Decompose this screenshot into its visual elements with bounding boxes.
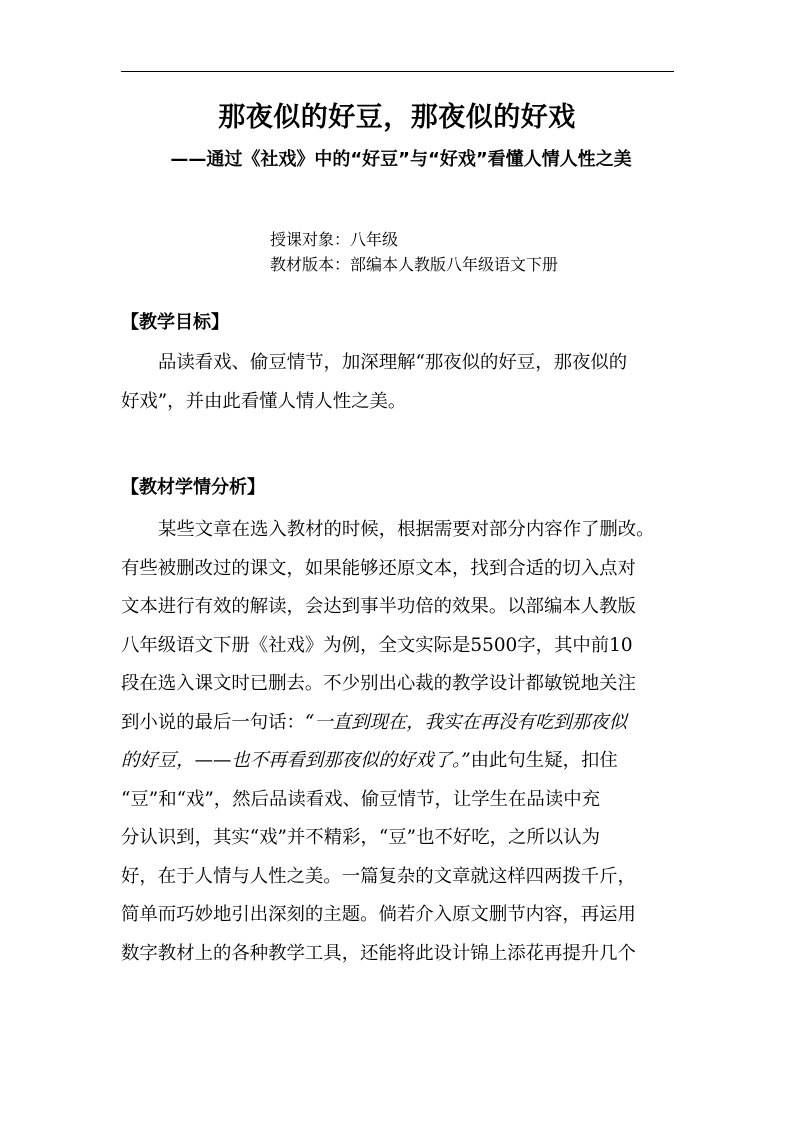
quote-text: 的好豆，——也不再看到那夜似的好戏了。” [121,750,471,771]
meta-textbook: 教材版本：部编本人教版八年级语文下册 [270,255,559,274]
section-heading-objectives: 【教学目标】 [121,312,229,333]
line-suffix: 由此句生疑，扣住 [470,750,618,771]
paragraph-line: 段在选入课文时已删去。不少别出心裁的教学设计都敏锐地关注 [121,673,636,694]
paragraph-line: 八年级语文下册《社戏》为例，全文实际是5500字，其中前10 [121,634,633,656]
paragraph-line: “豆”和“戏”，然后品读看戏、偷豆情节，让学生在品读中充 [121,788,600,810]
page-title: 那夜似的好豆，那夜似的好戏 [218,102,576,133]
section-heading-analysis: 【教材学情分析】 [121,477,265,498]
paragraph-line: 文本进行有效的解读，会达到事半功倍的效果。以部编本人教版 [121,596,636,617]
paragraph-line: 数字教材上的各种教学工具，还能将此设计锦上添花再提升几个 [121,942,636,964]
paragraph-line: 有些被删改过的课文，如果能够还原文本，找到合适的切入点对 [121,557,636,579]
paragraph-line [121,742,681,781]
page-subtitle: ——通过《社戏》中的“好豆”与“好戏”看懂人情人性之美 [170,149,632,170]
analysis-paragraph [121,511,681,973]
quote-text: “一直到现在，我实在再没有吃到那夜似 [304,711,627,733]
paragraph-line: 某些文章在选入教材的时候，根据需要对部分内容作了删改。 [158,519,655,540]
paragraph-line: 品读看戏、偷豆情节，加深理解“那夜似的好豆，那夜似的 [158,352,628,373]
paragraph-line [121,704,681,743]
paragraph-line: 简单而巧妙地引出深刻的主题。倘若介入原文删节内容，再运用 [121,904,636,925]
header-rule [121,71,674,72]
paragraph-line: 分认识到，其实“戏”并不精彩，“豆”也不好吃，之所以认为 [121,827,600,848]
objectives-paragraph [121,344,681,421]
line-prefix: 到小说的最后一句话： [121,711,305,733]
meta-audience: 授课对象：八年级 [270,230,399,249]
paragraph-line: 好，在于人情与人性之美。一篇复杂的文章就这样四两拨千斤， [121,865,636,887]
paragraph-line: 好戏”，并由此看懂人情人性之美。 [121,390,407,412]
